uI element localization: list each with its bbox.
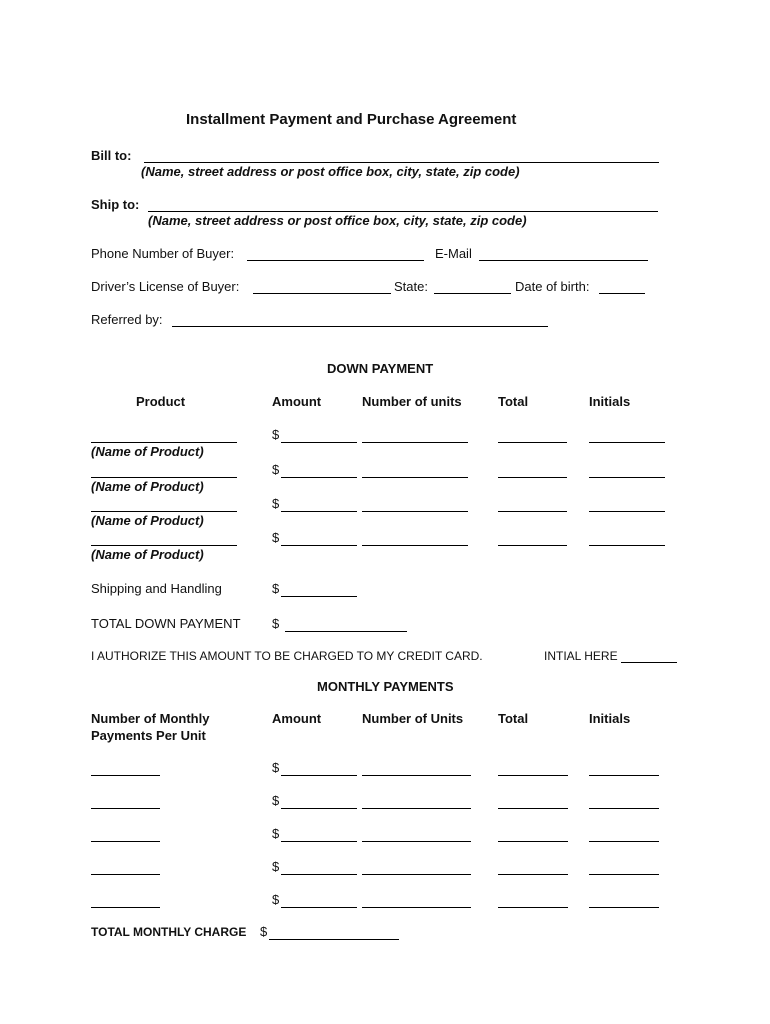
- currency-sign: $: [260, 924, 268, 939]
- initials-4-field[interactable]: [589, 545, 665, 546]
- currency-sign: $: [272, 892, 280, 907]
- monthly-total-2-field[interactable]: [498, 808, 568, 809]
- col-amount: Amount: [272, 394, 322, 409]
- phone-field[interactable]: [247, 260, 424, 261]
- product-4-field[interactable]: [91, 545, 237, 546]
- dob-field[interactable]: [599, 293, 645, 294]
- monthly-units-3-field[interactable]: [362, 841, 471, 842]
- product-hint: (Name of Product): [91, 547, 204, 562]
- phone-label: Phone Number of Buyer:: [91, 246, 235, 261]
- units-2-field[interactable]: [362, 477, 468, 478]
- monthly-total-4-field[interactable]: [498, 874, 568, 875]
- col-monthly-total: Total: [498, 711, 529, 726]
- total-2-field[interactable]: [498, 477, 567, 478]
- units-4-field[interactable]: [362, 545, 468, 546]
- currency-sign: $: [272, 616, 280, 631]
- monthly-count-1-field[interactable]: [91, 775, 160, 776]
- product-hint: (Name of Product): [91, 513, 204, 528]
- ship-to-field[interactable]: [148, 211, 658, 212]
- ship-to-label: Ship to:: [91, 197, 140, 212]
- product-2-field[interactable]: [91, 477, 237, 478]
- initials-2-field[interactable]: [589, 477, 665, 478]
- state-label: State:: [394, 279, 428, 294]
- total-1-field[interactable]: [498, 442, 567, 443]
- currency-sign: $: [272, 496, 280, 511]
- col-total: Total: [498, 394, 529, 409]
- license-field[interactable]: [253, 293, 391, 294]
- product-hint: (Name of Product): [91, 479, 204, 494]
- license-label: Driver’s License of Buyer:: [91, 279, 240, 294]
- currency-sign: $: [272, 462, 280, 477]
- amount-3-field[interactable]: [281, 511, 357, 512]
- monthly-count-3-field[interactable]: [91, 841, 160, 842]
- initials-3-field[interactable]: [589, 511, 665, 512]
- monthly-initials-4-field[interactable]: [589, 874, 659, 875]
- initial-here-label: INTIAL HERE: [544, 649, 618, 663]
- monthly-units-2-field[interactable]: [362, 808, 471, 809]
- total-monthly-field[interactable]: [269, 939, 399, 940]
- col-initials: Initials: [589, 394, 631, 409]
- monthly-units-4-field[interactable]: [362, 874, 471, 875]
- monthly-heading: MONTHLY PAYMENTS: [317, 679, 454, 694]
- currency-sign: $: [272, 581, 280, 596]
- monthly-amount-1-field[interactable]: [281, 775, 357, 776]
- monthly-total-5-field[interactable]: [498, 907, 568, 908]
- col-units: Number of units: [362, 394, 462, 409]
- bill-to-field[interactable]: [144, 162, 659, 163]
- monthly-amount-5-field[interactable]: [281, 907, 357, 908]
- total-down-label: TOTAL DOWN PAYMENT: [91, 616, 241, 631]
- total-down-field[interactable]: [285, 631, 407, 632]
- initial-here-field[interactable]: [621, 662, 677, 663]
- currency-sign: $: [272, 793, 280, 808]
- monthly-total-3-field[interactable]: [498, 841, 568, 842]
- monthly-initials-3-field[interactable]: [589, 841, 659, 842]
- monthly-units-5-field[interactable]: [362, 907, 471, 908]
- email-label: E-Mail: [435, 246, 472, 261]
- monthly-units-1-field[interactable]: [362, 775, 471, 776]
- monthly-initials-1-field[interactable]: [589, 775, 659, 776]
- bill-to-hint: (Name, street address or post office box, city, state, zip code): [141, 164, 520, 179]
- total-monthly-label: TOTAL MONTHLY CHARGE: [91, 925, 247, 939]
- ship-to-hint: (Name, street address or post office box, city, state, zip code): [148, 213, 527, 228]
- total-4-field[interactable]: [498, 545, 567, 546]
- email-field[interactable]: [479, 260, 648, 261]
- state-field[interactable]: [434, 293, 511, 294]
- currency-sign: $: [272, 859, 280, 874]
- monthly-count-4-field[interactable]: [91, 874, 160, 875]
- col-product: Product: [136, 394, 186, 409]
- bill-to-label: Bill to:: [91, 148, 132, 163]
- amount-4-field[interactable]: [281, 545, 357, 546]
- authorize-text: I AUTHORIZE THIS AMOUNT TO BE CHARGED TO MY CREDIT CARD.: [91, 649, 483, 663]
- monthly-amount-3-field[interactable]: [281, 841, 357, 842]
- amount-2-field[interactable]: [281, 477, 357, 478]
- down-payment-heading: DOWN PAYMENT: [327, 361, 434, 376]
- col-monthly-count-2: Payments Per Unit: [91, 728, 206, 743]
- currency-sign: $: [272, 826, 280, 841]
- dob-label: Date of birth:: [515, 279, 590, 294]
- referred-field[interactable]: [172, 326, 548, 327]
- currency-sign: $: [272, 530, 280, 545]
- monthly-count-2-field[interactable]: [91, 808, 160, 809]
- currency-sign: $: [272, 760, 280, 775]
- referred-label: Referred by:: [91, 312, 163, 327]
- product-hint: (Name of Product): [91, 444, 204, 459]
- monthly-initials-5-field[interactable]: [589, 907, 659, 908]
- currency-sign: $: [272, 427, 280, 442]
- monthly-amount-4-field[interactable]: [281, 874, 357, 875]
- shipping-field[interactable]: [281, 596, 357, 597]
- monthly-amount-2-field[interactable]: [281, 808, 357, 809]
- col-monthly-count-1: Number of Monthly: [91, 711, 210, 726]
- product-3-field[interactable]: [91, 511, 237, 512]
- col-monthly-amount: Amount: [272, 711, 322, 726]
- total-3-field[interactable]: [498, 511, 567, 512]
- units-1-field[interactable]: [362, 442, 468, 443]
- shipping-label: Shipping and Handling: [91, 581, 222, 596]
- col-monthly-initials: Initials: [589, 711, 631, 726]
- units-3-field[interactable]: [362, 511, 468, 512]
- col-monthly-units: Number of Units: [362, 711, 464, 726]
- amount-1-field[interactable]: [281, 442, 357, 443]
- monthly-count-5-field[interactable]: [91, 907, 160, 908]
- monthly-total-1-field[interactable]: [498, 775, 568, 776]
- product-1-field[interactable]: [91, 442, 237, 443]
- page-title: Installment Payment and Purchase Agreement: [186, 111, 517, 128]
- monthly-initials-2-field[interactable]: [589, 808, 659, 809]
- initials-1-field[interactable]: [589, 442, 665, 443]
